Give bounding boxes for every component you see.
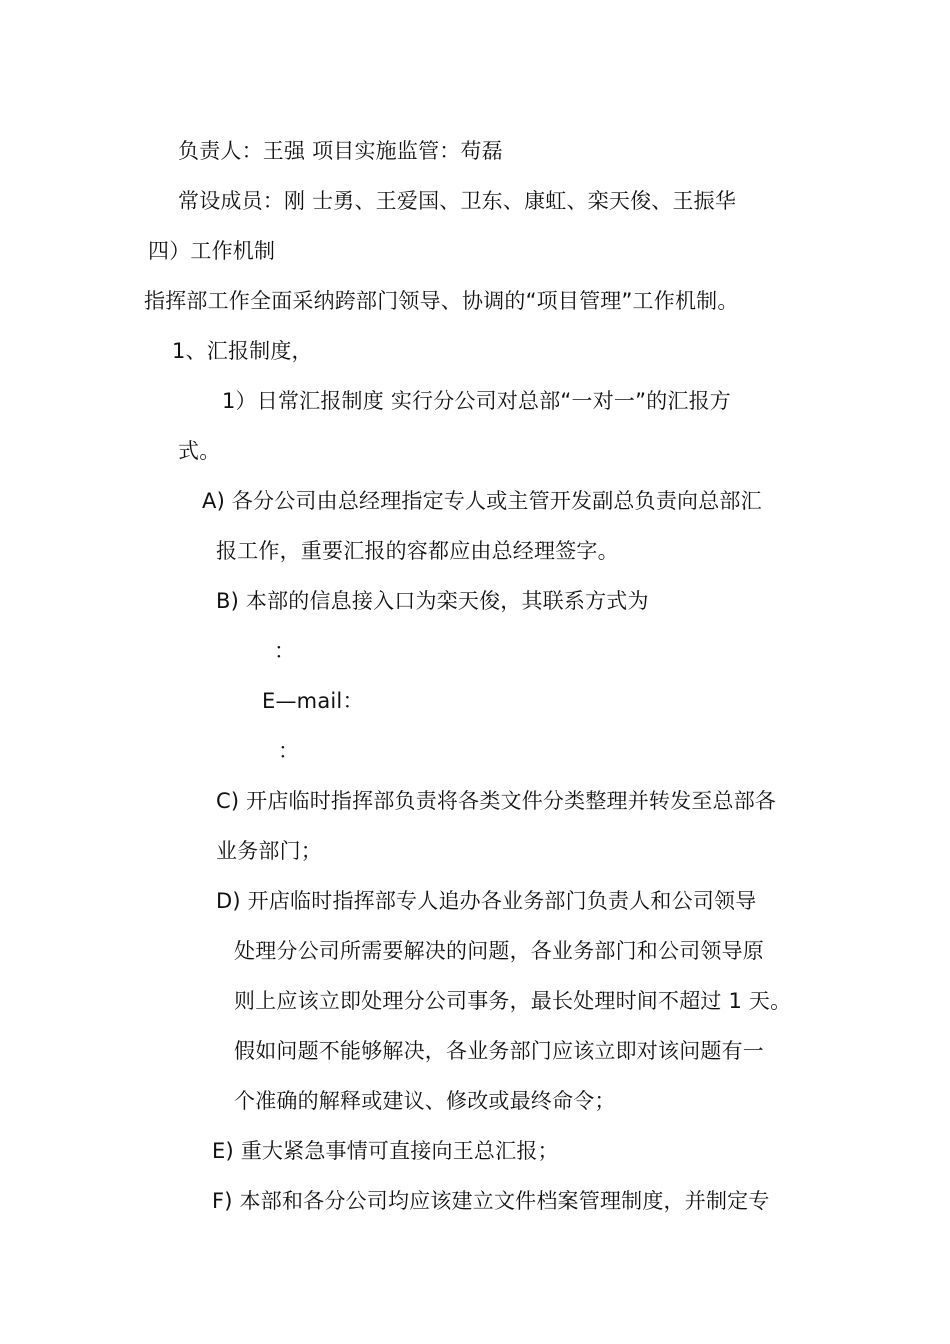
point-d-line: 个准确的解释或建议、修改或最终命令；	[234, 1089, 616, 1113]
point-c-line: C) 开店临时指挥部负责将各类文件分类整理并转发至总部各	[216, 789, 777, 813]
section-heading: 四）工作机制	[148, 239, 276, 263]
point-e-line: E) 重大紧急事情可直接向王总汇报；	[212, 1139, 559, 1163]
owner-line: 负责人：王强 项目实施监管：苟磊	[178, 139, 503, 163]
intro-paragraph: 指挥部工作全面采纳跨部门领导、协调的“项目管理”工作机制。	[144, 289, 739, 313]
point-a-line: 报工作，重要汇报的容都应由总经理签字。	[216, 539, 619, 563]
point-d-line: 处理分公司所需要解决的问题，各业务部门和公司领导原	[234, 939, 764, 963]
point-f-line: F) 本部和各分公司均应该建立文件档案管理制度，并制定专	[212, 1189, 770, 1213]
point-b-line: B) 本部的信息接入口为栾天俊，其联系方式为	[216, 589, 649, 613]
subitem-line: 1）日常汇报制度 实行分公司对总部“一对一”的汇报方	[222, 389, 731, 413]
point-a-line: A) 各分公司由总经理指定专人或主管开发副总负责向总部汇	[202, 489, 762, 513]
subitem-line: 式。	[178, 439, 221, 463]
contact-colon: ：	[274, 639, 296, 663]
point-d-line: D) 开店临时指挥部专人追办各业务部门负责人和公司领导	[216, 889, 757, 913]
members-line: 常设成员：刚 士勇、王爱国、卫东、康虹、栾天俊、王振华	[178, 189, 737, 213]
item-heading: 1、汇报制度，	[172, 339, 313, 363]
contact-colon: ：	[278, 739, 300, 763]
point-c-line: 业务部门；	[216, 839, 322, 863]
email-label: E—mail：	[262, 689, 364, 713]
point-d-line: 假如问题不能够解决，各业务部门应该立即对该问题有一	[234, 1039, 764, 1063]
point-d-line: 则上应该立即处理分公司事务，最长处理时间不超过 1 天。	[234, 989, 792, 1013]
